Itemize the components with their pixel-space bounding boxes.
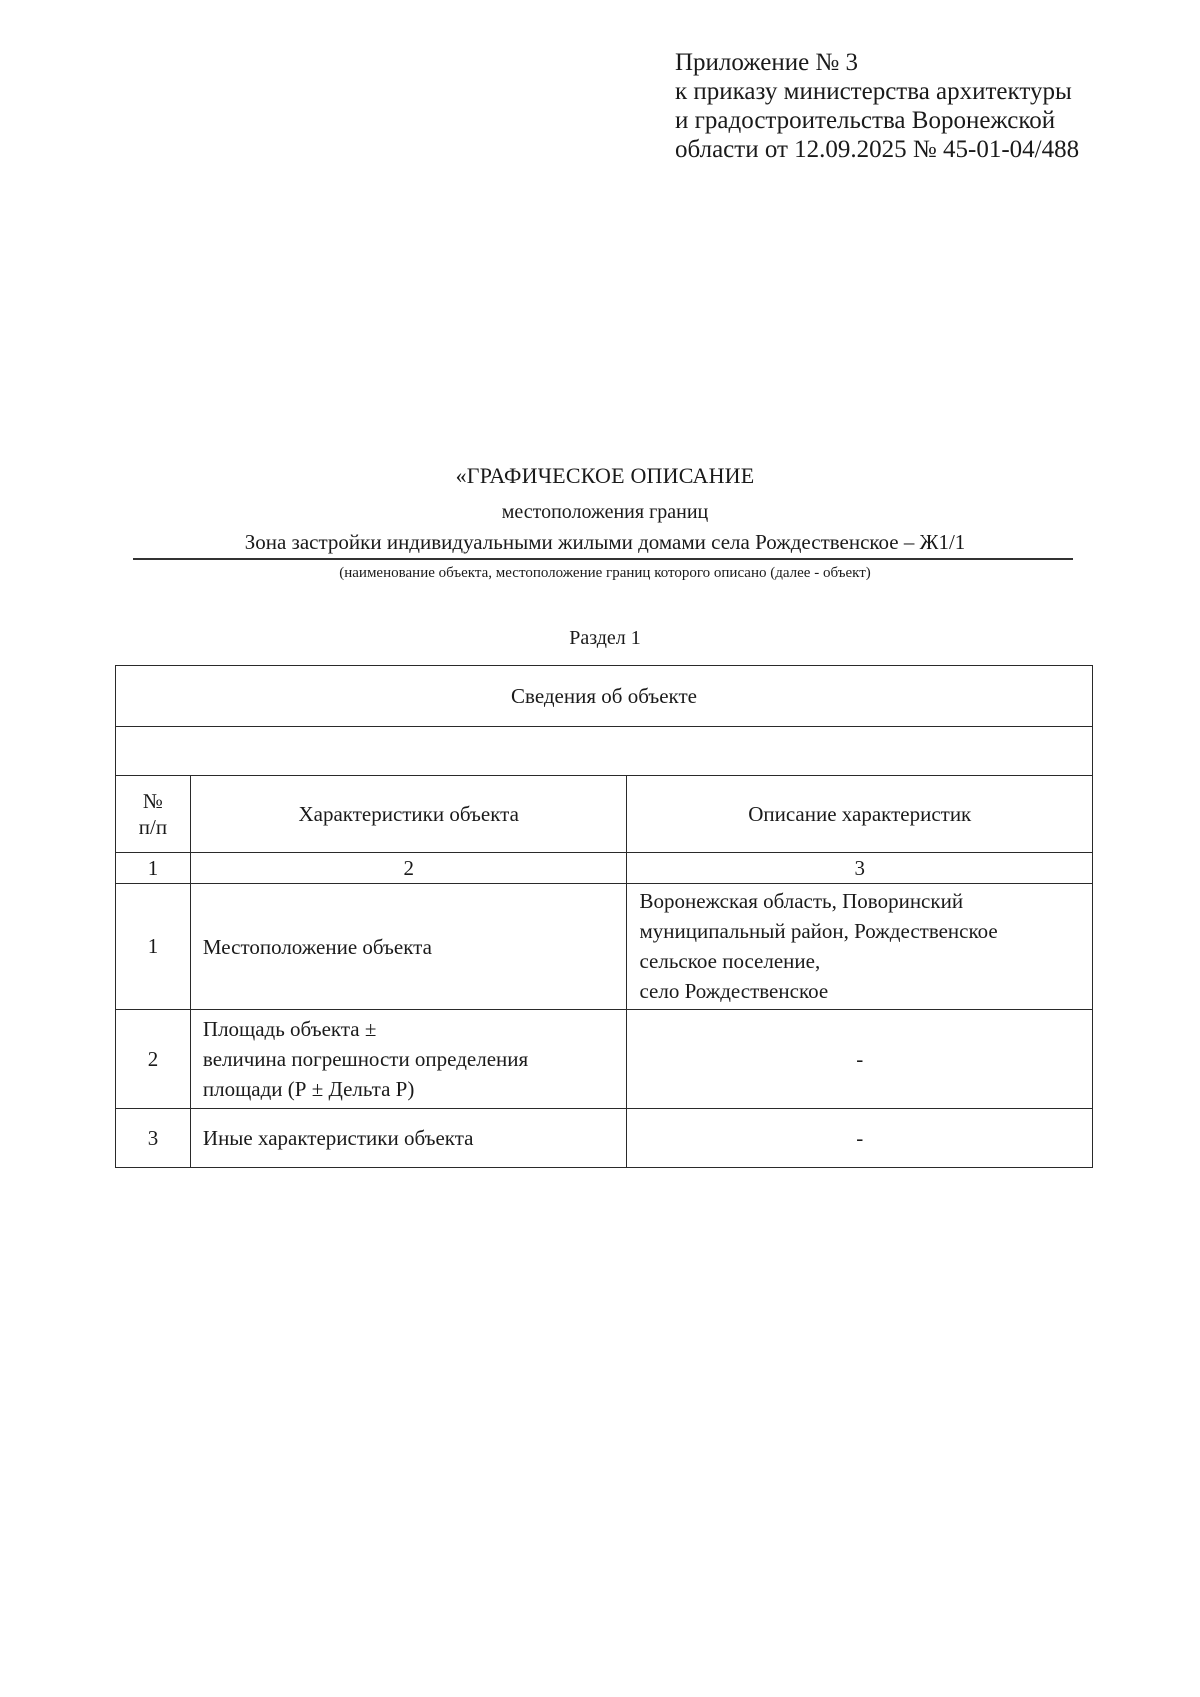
row-description	[627, 884, 1093, 1010]
characteristic-line: площади (Р ± Дельта Р)	[202, 1077, 415, 1101]
description-line: Воронежская область, Поворинский	[639, 889, 964, 913]
description-line: муниципальный район, Рождественское	[639, 919, 998, 943]
table-row	[116, 884, 1093, 1010]
appendix-line: области от 12.09.2025 № 45-01-04/488	[675, 136, 1080, 163]
column-header-num-line: п/п	[138, 815, 168, 839]
characteristic-line: Иные характеристики объекта	[202, 1126, 474, 1150]
object-name-underline	[133, 558, 1073, 560]
row-number: 2	[116, 1010, 191, 1109]
appendix-line: и градостроительства Воронежской	[675, 107, 1056, 134]
object-name: Зона застройки индивидуальными жилыми домами села Рождественское – Ж1/1	[244, 530, 966, 554]
document-title: «ГРАФИЧЕСКОЕ ОПИСАНИЕ	[455, 463, 755, 488]
column-header-num-line: №	[142, 789, 163, 813]
row-description: -	[627, 1109, 1093, 1168]
table-row	[116, 1010, 1093, 1109]
characteristic-line: величина погрешности определения	[202, 1047, 529, 1071]
table-heading-row	[116, 666, 1093, 727]
column-header-description: Описание характеристик	[627, 776, 1093, 853]
column-header-num	[116, 776, 191, 853]
column-header-characteristic: Характеристики объекта	[190, 776, 627, 853]
column-number: 1	[116, 853, 191, 884]
column-number: 3	[627, 853, 1093, 884]
row-number: 3	[116, 1109, 191, 1168]
column-number: 2	[190, 853, 627, 884]
table-row	[116, 1109, 1093, 1168]
table-heading: Сведения об объекте	[116, 666, 1093, 727]
section-label: Раздел 1	[569, 627, 641, 649]
empty-cell	[116, 727, 1093, 776]
object-info-table	[115, 665, 1093, 1168]
row-description: -	[627, 1010, 1093, 1109]
table-column-headers	[116, 776, 1093, 853]
characteristic-line: Площадь объекта ±	[202, 1017, 377, 1041]
row-characteristic	[190, 884, 627, 1010]
document-subtitle: местоположения границ	[501, 501, 709, 523]
appendix-line: к приказу министерства архитектуры	[675, 78, 1072, 105]
object-name-caption: (наименование объекта, местоположение границ которого описано (далее - объект)	[339, 565, 871, 581]
table-empty-row	[116, 727, 1093, 776]
appendix-line: Приложение № 3	[675, 49, 859, 76]
table-column-numbers	[116, 853, 1093, 884]
row-characteristic	[190, 1109, 627, 1168]
appendix-header	[675, 48, 1175, 164]
description-line: сельское поселение,	[639, 949, 821, 973]
row-characteristic	[190, 1010, 627, 1109]
characteristic-line: Местоположение объекта	[202, 934, 432, 959]
description-line: село Рождественское	[639, 979, 829, 1003]
row-number: 1	[116, 884, 191, 1010]
